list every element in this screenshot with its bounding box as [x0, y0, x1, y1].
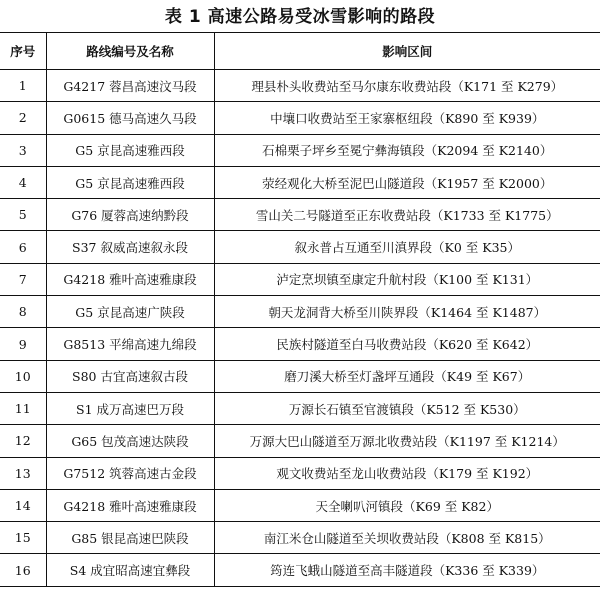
row-section: 天全喇叭河镇段（K69 至 K82） — [214, 489, 600, 521]
table-title: 表 1 高速公路易受冰雪影响的路段 — [164, 7, 436, 27]
row-index: 13 — [0, 457, 46, 489]
row-route: G85 银昆高速巴陕段 — [46, 522, 214, 554]
row-index: 10 — [0, 360, 46, 392]
row-index: 9 — [0, 328, 46, 360]
row-section: 朝天龙洞背大桥至川陕界段（K1464 至 K1487） — [214, 296, 600, 328]
table-row — [0, 134, 600, 166]
row-section: 荥经观化大桥至泥巴山隧道段（K1957 至 K2000） — [214, 166, 600, 198]
row-index: 5 — [0, 199, 46, 231]
row-route: G4218 雅叶高速雅康段 — [46, 489, 214, 521]
row-section: 万源大巴山隧道至万源北收费站段（K1197 至 K1214） — [214, 425, 600, 457]
row-route: G65 包茂高速达陕段 — [46, 425, 214, 457]
row-index: 6 — [0, 231, 46, 263]
row-route: G5 京昆高速雅西段 — [46, 134, 214, 166]
row-index: 12 — [0, 425, 46, 457]
row-section: 南江米仓山隧道至关坝收费站段（K808 至 K815） — [214, 522, 600, 554]
table-row — [0, 296, 600, 328]
row-index: 4 — [0, 166, 46, 198]
route-table — [0, 32, 600, 587]
row-route: G7512 筑蓉高速古金段 — [46, 457, 214, 489]
table-row — [0, 166, 600, 198]
row-route: G76 厦蓉高速纳黔段 — [46, 199, 214, 231]
table-body — [0, 70, 600, 587]
row-section: 民族村隧道至白马收费站段（K620 至 K642） — [214, 328, 600, 360]
row-index: 2 — [0, 102, 46, 134]
row-section: 叙永普占互通至川滇界段（K0 至 K35） — [214, 231, 600, 263]
row-index: 3 — [0, 134, 46, 166]
row-section: 雪山关二号隧道至正东收费站段（K1733 至 K1775） — [214, 199, 600, 231]
row-route: G5 京昆高速广陕段 — [46, 296, 214, 328]
row-route: G8513 平绵高速九绵段 — [46, 328, 214, 360]
row-section: 观文收费站至龙山收费站段（K179 至 K192） — [214, 457, 600, 489]
header-row — [0, 33, 600, 70]
table-row — [0, 522, 600, 554]
row-index: 15 — [0, 522, 46, 554]
row-index: 8 — [0, 296, 46, 328]
table-row — [0, 392, 600, 424]
row-index: 7 — [0, 263, 46, 295]
row-section: 石棉栗子坪乡至冕宁彝海镇段（K2094 至 K2140） — [214, 134, 600, 166]
row-section: 磨刀溪大桥至灯盏坪互通段（K49 至 K67） — [214, 360, 600, 392]
table-row — [0, 102, 600, 134]
table-row — [0, 199, 600, 231]
row-section: 中壤口收费站至王家寨枢纽段（K890 至 K939） — [214, 102, 600, 134]
table-row — [0, 70, 600, 102]
table-header — [0, 33, 600, 70]
row-section: 万源长石镇至官渡镇段（K512 至 K530） — [214, 392, 600, 424]
header-section: 影响区间 — [214, 33, 600, 70]
table-row — [0, 360, 600, 392]
row-route: G5 京昆高速雅西段 — [46, 166, 214, 198]
row-route: G4217 蓉昌高速汶马段 — [46, 70, 214, 102]
row-route: S80 古宜高速叙古段 — [46, 360, 214, 392]
table-row — [0, 263, 600, 295]
row-index: 1 — [0, 70, 46, 102]
row-route: S1 成万高速巴万段 — [46, 392, 214, 424]
table-row — [0, 554, 600, 586]
row-index: 11 — [0, 392, 46, 424]
row-index: 14 — [0, 489, 46, 521]
header-index: 序号 — [0, 33, 46, 70]
row-section: 筠连飞蛾山隧道至高丰隧道段（K336 至 K339） — [214, 554, 600, 586]
row-section: 理县朴头收费站至马尔康东收费站段（K171 至 K279） — [214, 70, 600, 102]
row-route: G0615 德马高速久马段 — [46, 102, 214, 134]
row-index: 16 — [0, 554, 46, 586]
row-route: S37 叙威高速叙永段 — [46, 231, 214, 263]
table-row — [0, 231, 600, 263]
table-row — [0, 328, 600, 360]
table-row — [0, 457, 600, 489]
header-route: 路线编号及名称 — [46, 33, 214, 70]
row-route: G4218 雅叶高速雅康段 — [46, 263, 214, 295]
table-row — [0, 425, 600, 457]
table-row — [0, 489, 600, 521]
row-section: 泸定烹坝镇至康定升航村段（K100 至 K131） — [214, 263, 600, 295]
row-route: S4 成宜昭高速宜彝段 — [46, 554, 214, 586]
